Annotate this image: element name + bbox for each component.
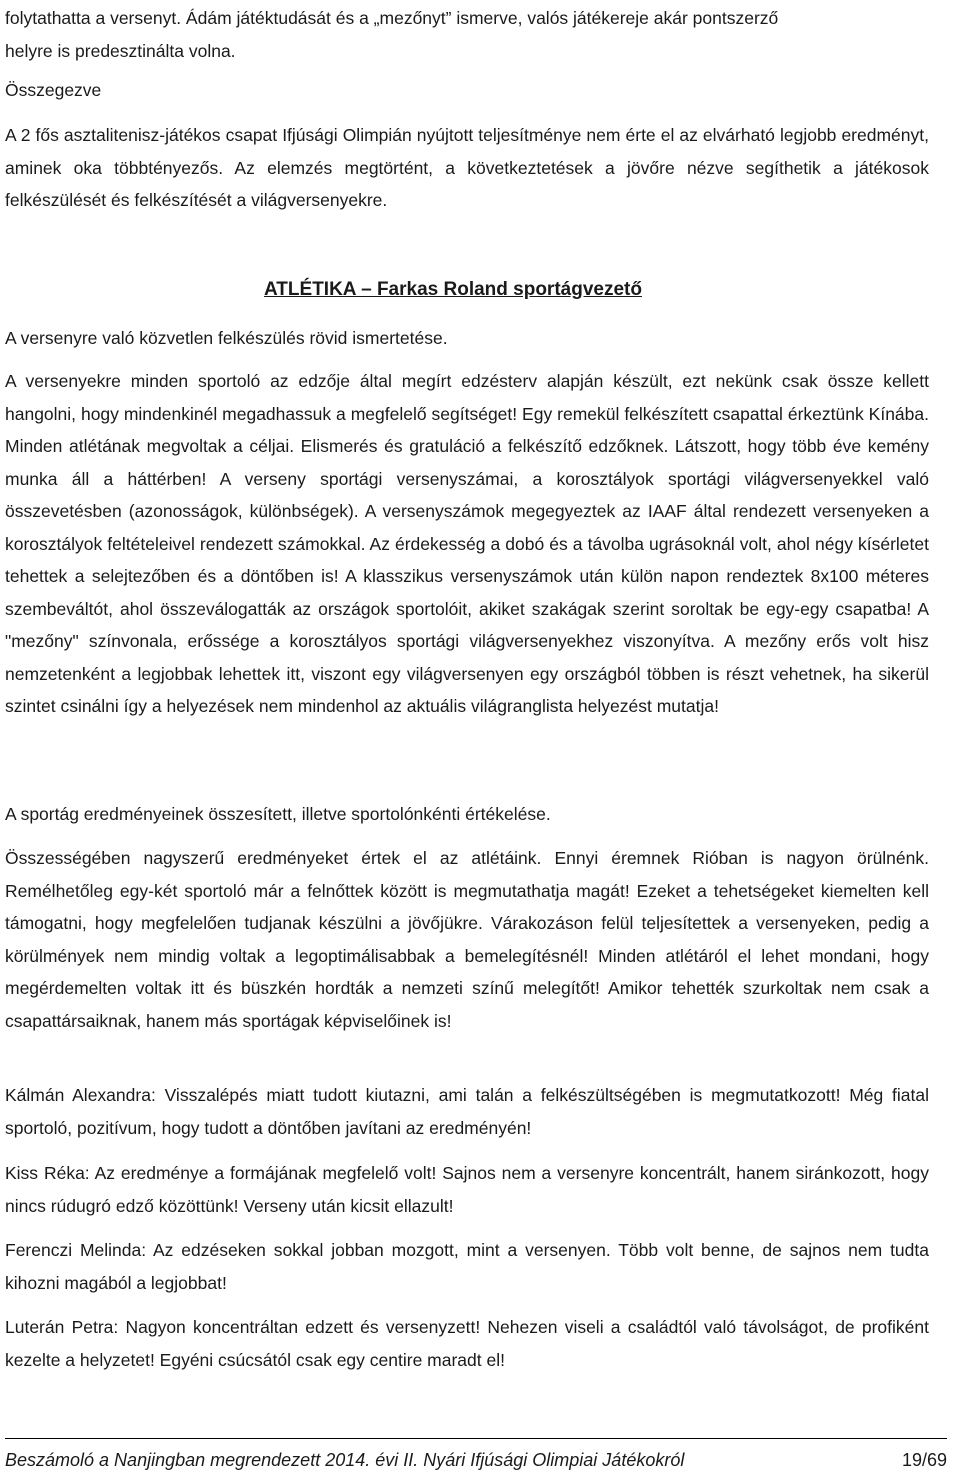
athlete-evaluation: Kálmán Alexandra: Visszalépés miatt tudott kiutazni, ami talán a felkészültségében is megmutatkozott! Még fiatal sportoló, pozitívum, hogy tudott a döntőben javítani az eredményén! [5,1085,929,1138]
footer-title: Beszámoló a Nanjingban megrendezett 2014. évi II. Nyári Ifjúsági Olimpiai Játékokról [5,1450,685,1470]
intro-line-1: folytathatta a versenyt. Ádám játéktudását és a „mezőnyt” ismerve, valós játékereje akár pontszerző [5,8,779,28]
page-footer [5,1446,947,1474]
athlete-evaluation: Ferenczi Melinda: Az edzéseken sokkal jobban mozgott, mint a versenyen. Több volt benne, de sajnos nem tudta kihozni magából a legjobbat! [5,1240,929,1293]
athlete-evaluation: Kiss Réka: Az eredménye a formájának megfelelő volt! Sajnos nem a versenyre koncentrált, hanem siránkozott, hogy nincs rúdugró edző közöttünk! Verseny után kicsit ellazult! [5,1163,929,1216]
summary-label: Összegezve [5,80,102,100]
preparation-paragraph: A versenyekre minden sportoló az edzője által megírt edzésterv alapján készült, ezt nekünk csak össze kellett hangolni, hogy mindenkinél megadhassuk a megfelelő segítséget! Egy remekül felkészített csapattal érkeztünk Kínába. Minden atlétának megvoltak a céljai. Elismerés és gratuláció a felkészítő edzőknek. Látszott, hogy több éve kemény munka áll a háttérben! A verseny sportági versenyszámai, a korosztályok sportági világversenyekkel való összevetésben (azonosságok, különbségek). A versenyszámok megegyeztek az IAAF által rendezett versenyeken a korosztályok feltételeivel rendezett számokkal. Az érdekesség a dobó és a távolba ugrásoknál volt, ahol négy kísérletet tehettek a selejtezőben és a döntőben is! A klasszikus versenyszámok után külön napon rendeztek 8x100 méteres szembeváltót, ahol összeválogatták az országok sportolóit, akiket szakágak szerint soroltak be egy-egy csapatba! A "mezőny" színvonala, erőssége a korosztályos sportági világversenyekhez viszonyítva. A mezőny erős volt hisz nemzetenként a legjobbak lehettek itt, viszont egy világversenyen egy országból többen is részt vehetnek, ha sikerül szintet csinálni így a helyezések nem mindenhol az aktuális világranglista helyezést mutatja! [5,371,929,716]
page-number: 19/69 [901,1450,947,1470]
section-heading: ATLÉTIKA – Farkas Roland sportágvezető [264,279,642,300]
intro-line-2: helyre is predesztinálta volna. [5,40,236,61]
athlete-evaluation: Luterán Petra: Nagyon koncentráltan edzett és versenyzett! Nehezen viseli a családtól való távolságot, de profiként kezelte a helyzetet! Egyéni csúcsától csak egy centire maradt el! [5,1317,929,1370]
intro-paragraph [5,2,929,67]
results-paragraph: Összességében nagyszerű eredményeket értek el az atlétáink. Ennyi éremnek Rióban is nagyon örülnénk. Remélhetőleg egy-két sportoló már a felnőttek között is megmutathatja magát! Ezeket a tehetségeket kiemelten kell támogatni, hogy megfelelően tudjanak készülni a jövőjükre. Várakozáson felül teljesítettek a versenyeken, pedig a körülmények nem mindig voltak a legoptimálisabbak a bemelegítésnél! Minden atlétáról el lehet mondani, hogy megérdemelten voltak itt és büszkén hordták a nemzeti színű melegítőt! Amikor tehették szurkoltak nem csak a csapattársaiknak, hanem más sportágak képviselőinek is! [5,848,929,1031]
subheading-results: A sportág eredményeinek összesített, illetve sportolónkénti értékelése. [5,804,551,824]
footer-divider [5,1438,947,1439]
subheading-preparation: A versenyre való közvetlen felkészülés rövid ismertetése. [5,328,448,348]
summary-paragraph: A 2 fős asztalitenisz-játékos csapat Ifjúsági Olimpián nyújtott teljesítménye nem érte el az elvárható legjobb eredményt, aminek oka többtényezős. Az elemzés megtörtént, a következtetések a jövőre nézve segíthetik a játékosok felkészülését és felkészítését a világversenyekre. [5,125,929,210]
